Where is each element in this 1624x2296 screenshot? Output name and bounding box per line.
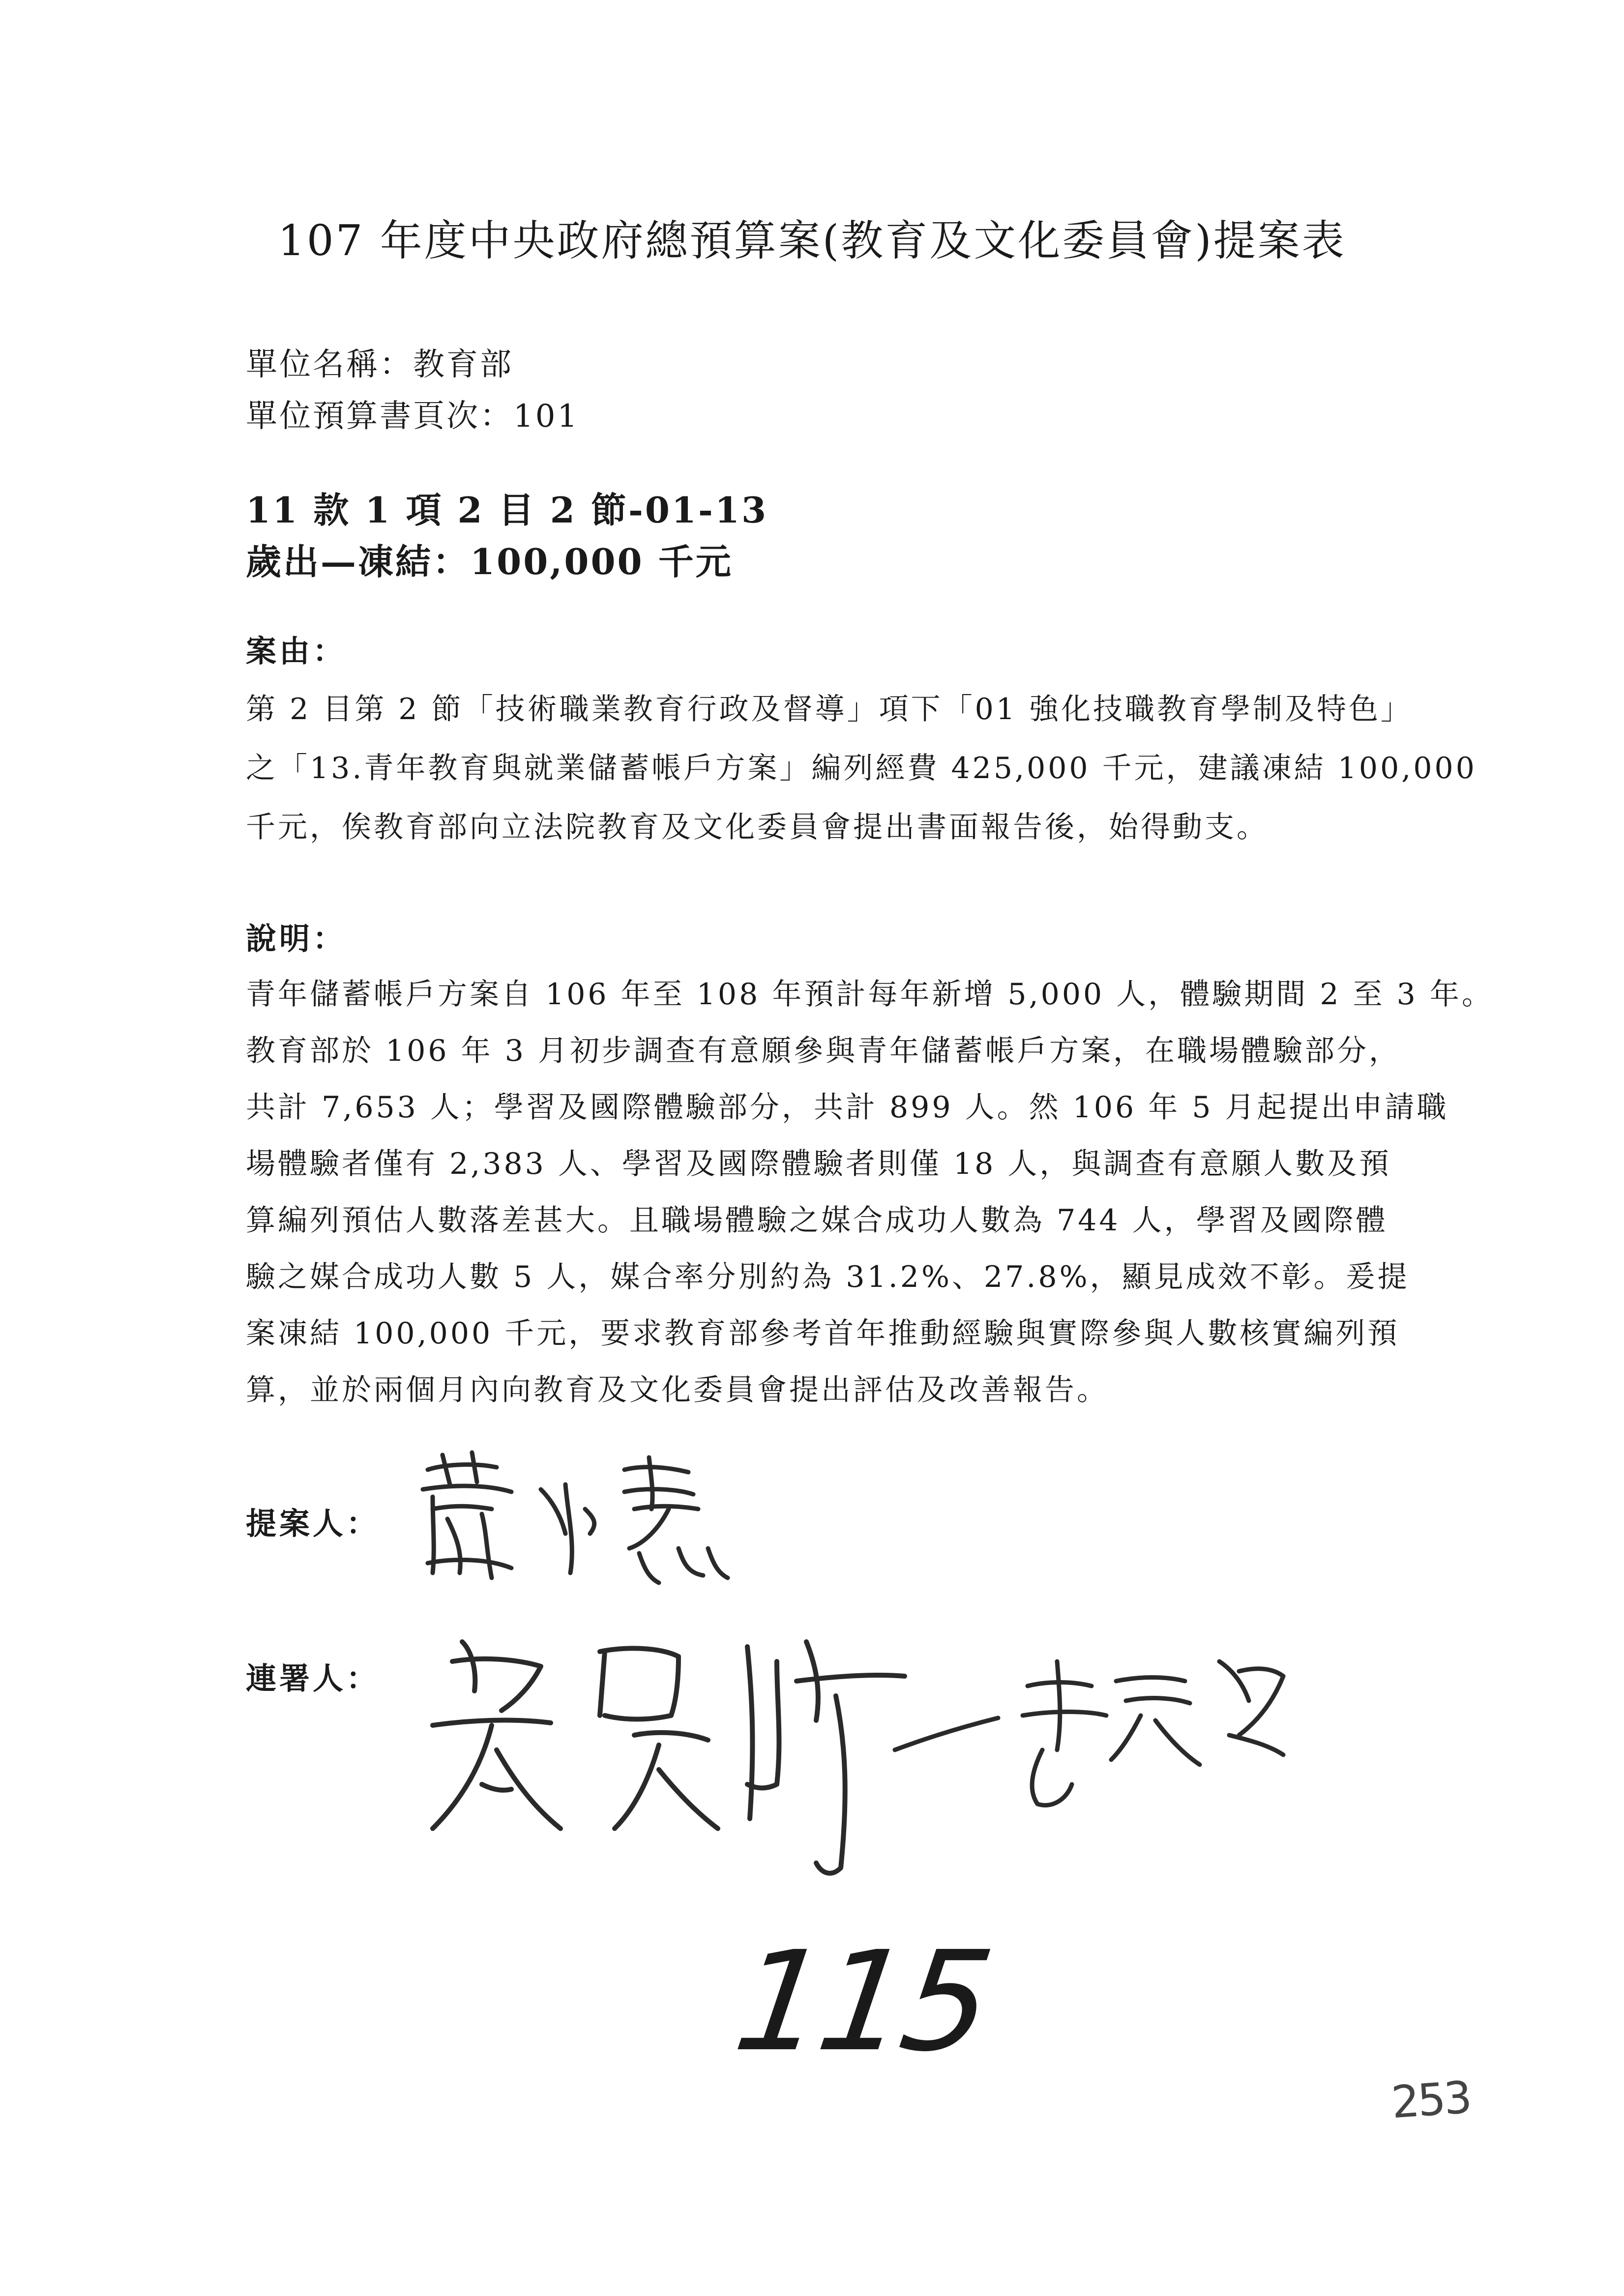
cosigner-label: 連署人：	[246, 1660, 380, 1696]
proposer-label: 提案人：	[246, 1506, 380, 1541]
explain-line: 案凍結 100,000 千元，要求教育部參考首年推動經驗與實際參與人數核實編列預	[246, 1316, 1400, 1351]
item-code: 11 款 1 項 2 目 2 節-01-13	[246, 489, 768, 531]
explain-heading: 說明：	[246, 921, 347, 957]
stamp-number: 253	[1389, 2071, 1472, 2129]
cause-line: 之「13.青年教育與就業儲蓄帳戶方案」編列經費 425,000 千元，建議凍結 100,000	[246, 751, 1477, 785]
budget-page: 單位預算書頁次：101	[246, 398, 580, 435]
explain-line: 算，並於兩個月內向教育及文化委員會提出評估及改善報告。	[246, 1373, 1109, 1407]
explain-line: 共計 7,653 人；學習及國際體驗部分，共計 899 人。然 106 年 5 月起提出申請職	[246, 1090, 1449, 1125]
explain-line: 場體驗者僅有 2,383 人、學習及國際體驗者則僅 18 人，與調查有意願人數及預	[246, 1147, 1391, 1181]
freeze-amount: 歲出—凍結：100,000 千元	[246, 541, 733, 582]
cosigner-signatures	[403, 1622, 1288, 1917]
explain-line: 驗之媒合成功人數 5 人，媒合率分別約為 31.2%、27.8%，顯見成效不彰。爰提	[246, 1260, 1410, 1294]
explain-line: 青年儲蓄帳戶方案自 106 年至 108 年預計每年新增 5,000 人，體驗期間 2 至 3 年。	[246, 977, 1494, 1012]
page-number: 115	[726, 1922, 997, 2082]
proposer-signature	[413, 1450, 757, 1598]
cause-heading: 案由：	[246, 633, 347, 669]
cause-line: 千元，俟教育部向立法院教育及文化委員會提出書面報告後，始得動支。	[246, 810, 1269, 844]
cause-line: 第 2 目第 2 節「技術職業教育行政及督導」項下「01 強化技職教育學制及特色」	[246, 692, 1413, 727]
unit-name: 單位名稱：教育部	[246, 347, 513, 383]
explain-line: 教育部於 106 年 3 月初步調查有意願參與青年儲蓄帳戶方案，在職場體驗部分，	[246, 1034, 1401, 1068]
document-title: 107 年度中央政府總預算案(教育及文化委員會)提案表	[278, 216, 1346, 265]
explain-line: 算編列預估人數落差甚大。且職場體驗之媒合成功人數為 744 人，學習及國際體	[246, 1203, 1388, 1238]
